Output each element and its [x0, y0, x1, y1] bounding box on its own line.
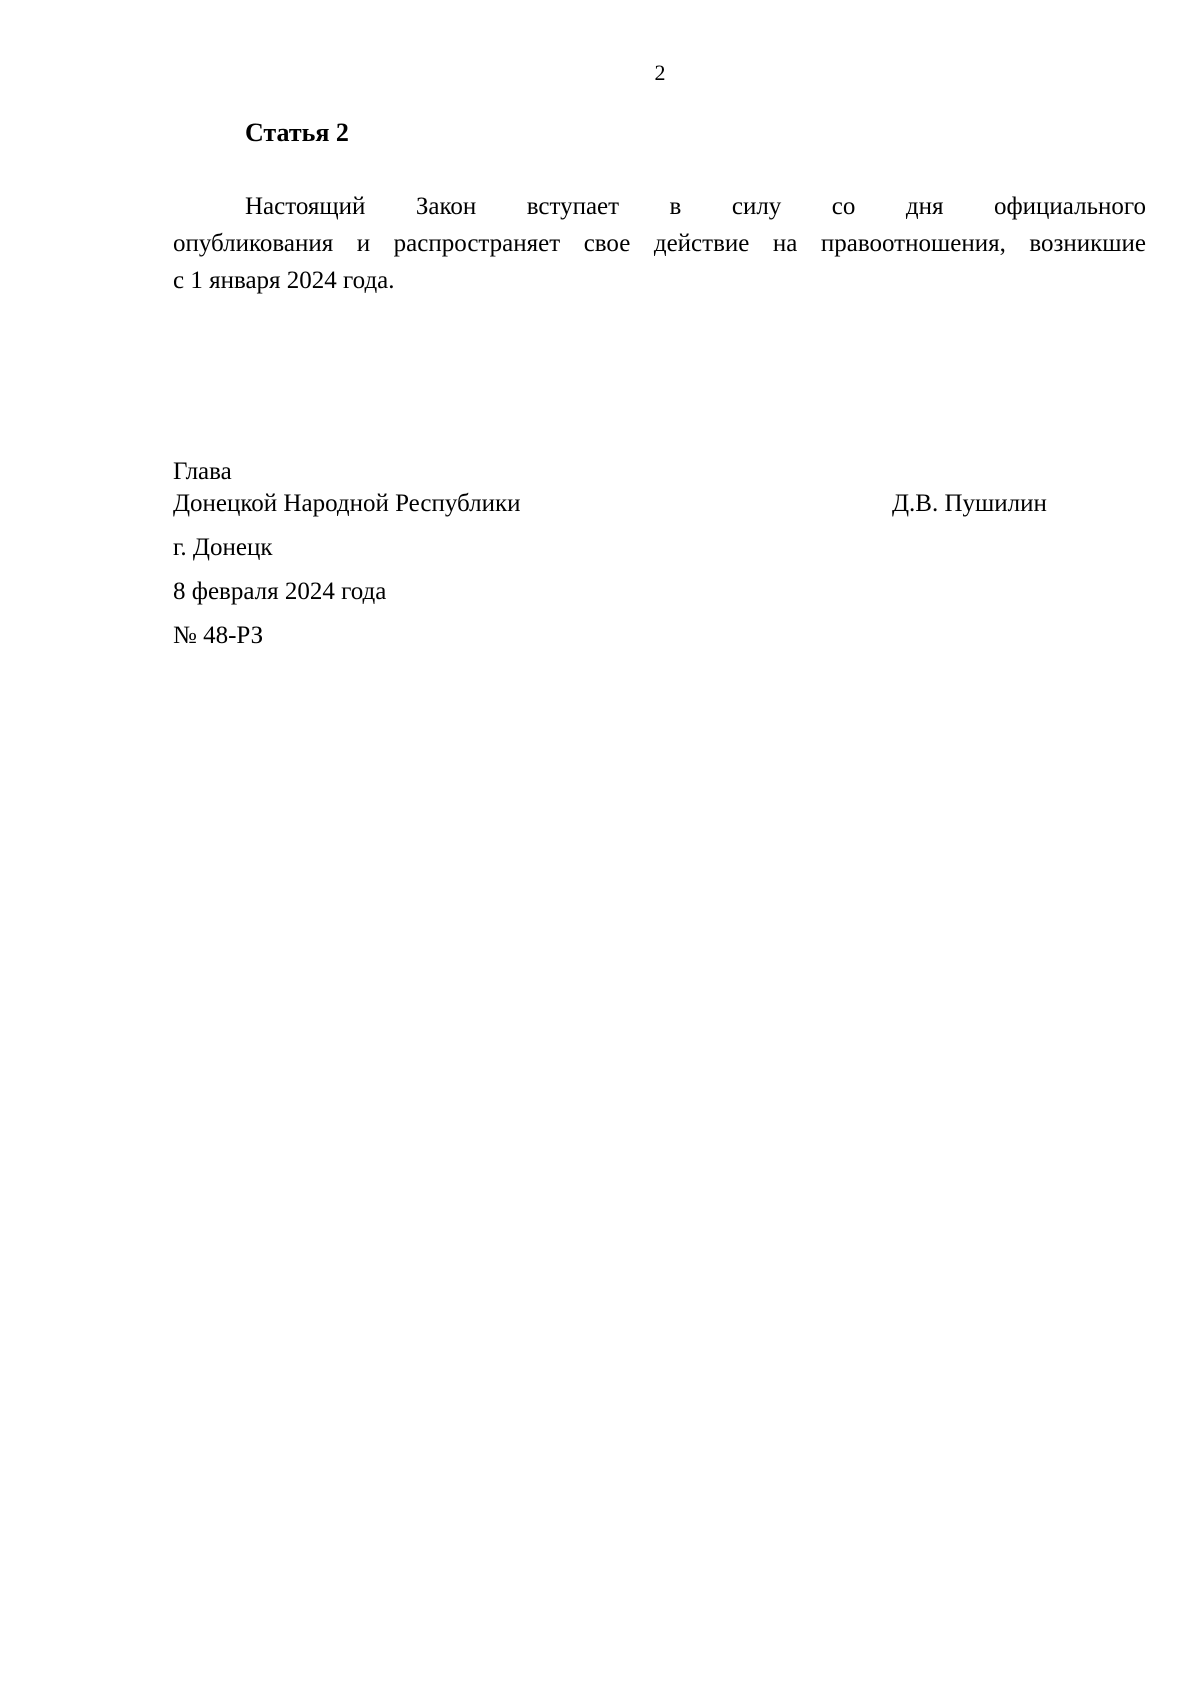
article-line-3: с 1 января 2024 года.	[173, 267, 395, 294]
signatory-title: Глава	[173, 458, 232, 485]
signing-date: 8 февраля 2024 года	[173, 578, 387, 605]
article-heading: Статья 2	[245, 118, 349, 147]
article-body	[173, 188, 1146, 299]
page-number: 2	[654, 60, 666, 85]
article-line-2: опубликования и распространяет свое действие на правоотношения, возникшие	[173, 230, 1146, 257]
law-number: № 48-РЗ	[173, 622, 264, 649]
signatory-name: Д.В. Пушилин	[892, 490, 1047, 517]
signing-place: г. Донецк	[173, 534, 273, 561]
signatory-republic: Донецкой Народной Республики	[173, 490, 521, 517]
article-line-1: Настоящий Закон вступает в силу со дня официального	[245, 193, 1146, 220]
